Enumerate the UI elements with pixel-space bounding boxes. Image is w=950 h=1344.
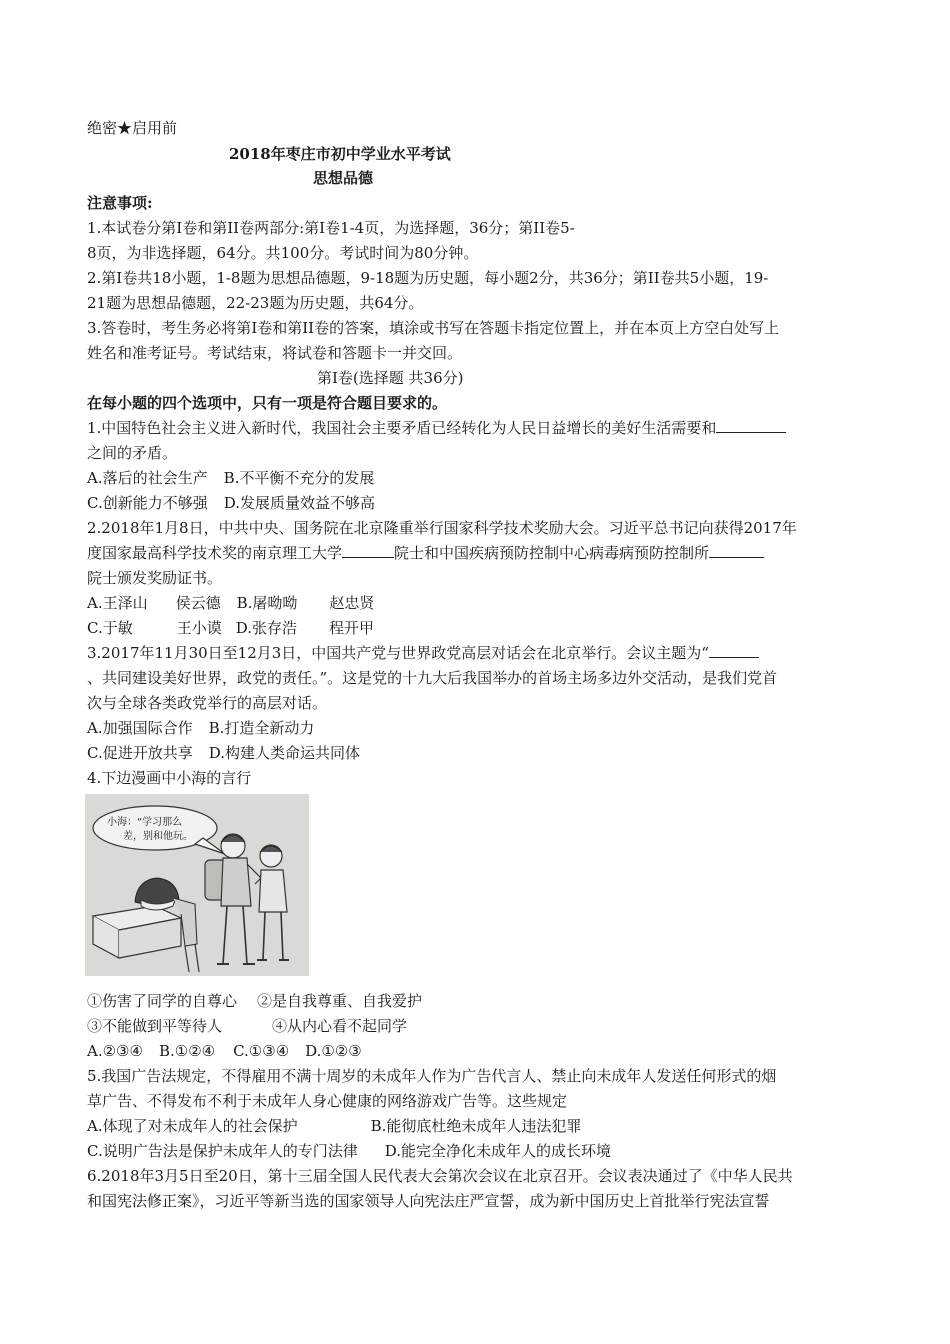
q4-items-row1 bbox=[87, 991, 422, 1011]
answer-blank bbox=[709, 643, 759, 658]
q4-option-d: D.①②③ bbox=[305, 1042, 362, 1060]
q2-option-d-second: 程开甲 bbox=[329, 619, 375, 637]
notes-line: 21题为思想品德题，22-23题为历史题，共64分。 bbox=[87, 294, 424, 312]
comic-illustration bbox=[85, 794, 309, 976]
q1-option-d: D.发展质量效益不够高 bbox=[223, 494, 375, 512]
q4-items-row2 bbox=[87, 1016, 407, 1036]
notes-line: 1.本试卷分第I卷和第II卷两部分:第I卷1-4页，为选择题，36分；第II卷5- bbox=[87, 219, 575, 237]
q1-options-row1 bbox=[87, 468, 374, 488]
q3-options-row2 bbox=[87, 743, 360, 763]
q5-option-c: C.说明广告法是保护未成年人的专门法律 bbox=[87, 1142, 358, 1160]
answer-blank bbox=[709, 543, 764, 558]
q2-option-d: D.张存浩 bbox=[235, 619, 297, 637]
q5-options-row1 bbox=[87, 1116, 581, 1136]
notes-heading: 注意事项: bbox=[87, 194, 153, 212]
q4-option-a: A.②③④ bbox=[87, 1042, 143, 1060]
answer-blank bbox=[342, 543, 394, 558]
q4-item-1: ①伤害了同学的自尊心 bbox=[87, 992, 238, 1010]
speech-line-1: 小海：“学习那么 bbox=[107, 817, 183, 828]
answer-blank bbox=[716, 418, 786, 433]
subject-title: 思想品德 bbox=[313, 169, 374, 187]
notes-line: 2.第I卷共18小题，1-8题为思想品德题，9-18题为历史题，每小题2分，共36分；第II卷共5小题，19- bbox=[87, 269, 769, 287]
q1-stem-text: 1.中国特色社会主义进入新时代，我国社会主要矛盾已经转化为人民日益增长的美好生活需要和 bbox=[87, 419, 717, 437]
q6-stem-continued: 和国宪法修正案》，习近平等新当选的国家领导人向宪法庄严宣誓，成为新中国历史上首批举行宪法宣誓 bbox=[87, 1192, 770, 1210]
q4-item-3: ③不能做到平等待人 bbox=[87, 1017, 223, 1035]
q3-stem bbox=[87, 643, 759, 663]
q1-option-b: B.不平衡不充分的发展 bbox=[223, 469, 375, 487]
q2-option-b: B.屠呦呦 bbox=[236, 594, 298, 612]
q5-option-d: D.能完全净化未成年人的成长环境 bbox=[384, 1142, 611, 1160]
q2-option-c-second: 王小谟 bbox=[176, 619, 222, 637]
q2-stem-end: 院士颁发奖励证书。 bbox=[87, 569, 223, 587]
q2-option-a-second: 侯云德 bbox=[175, 594, 221, 612]
q1-options-row2 bbox=[87, 493, 375, 513]
q1-stem-continued: 之间的矛盾。 bbox=[87, 444, 178, 462]
q2-stem-continued bbox=[87, 543, 764, 563]
q3-stem-end: 次与全球各类政党举行的高层对话。 bbox=[87, 694, 328, 712]
q3-option-c: C.促进开放共享 bbox=[87, 744, 193, 762]
q6-stem: 6.2018年3月5日至20日，第十三届全国人民代表大会第次会议在北京召开。会议表决通过了《中华人民共 bbox=[87, 1167, 793, 1185]
q4-stem: 4.下边漫画中小海的言行 bbox=[87, 769, 252, 787]
q2-option-a: A.王泽山 bbox=[87, 594, 148, 612]
section-title: 第I卷(选择题 共36分) bbox=[317, 369, 464, 387]
q3-options-row1 bbox=[87, 718, 314, 738]
q4-item-2: ②是自我尊重、自我爱护 bbox=[257, 992, 423, 1010]
q5-option-b: B.能彻底杜绝未成年人违法犯罪 bbox=[370, 1117, 582, 1135]
q5-stem-continued: 草广告、不得发布不利于未成年人身心健康的网络游戏广告等。这些规定 bbox=[87, 1092, 568, 1110]
section-instruction: 在每小题的四个选项中，只有一项是符合题目要求的。 bbox=[87, 394, 448, 412]
q1-option-c: C.创新能力不够强 bbox=[87, 494, 208, 512]
q2-option-b-second: 赵忠贤 bbox=[329, 594, 375, 612]
q5-option-a: A.体现了对未成年人的社会保护 bbox=[87, 1117, 298, 1135]
q4-option-c: C.①③④ bbox=[233, 1042, 290, 1060]
speech-line-2: 差，别和他玩。 bbox=[123, 831, 193, 842]
secret-label: 绝密★启用前 bbox=[87, 119, 178, 137]
q3-option-a: A.加强国际合作 bbox=[87, 719, 193, 737]
q2-stem-part-b: 院士和中国疾病预防控制中心病毒病预防控制所 bbox=[394, 544, 710, 562]
q1-stem bbox=[87, 418, 786, 438]
q5-stem: 5.我国广告法规定，不得雇用不满十周岁的未成年人作为广告代言人、禁止向未成年人发送任何形式的烟 bbox=[87, 1067, 777, 1085]
q2-stem-part-a: 度国家最高科学技术奖的南京理工大学 bbox=[87, 544, 343, 562]
q3-option-d: D.构建人类命运共同体 bbox=[208, 744, 360, 762]
q4-item-4: ④从内心看不起同学 bbox=[272, 1017, 408, 1035]
notes-line: 3.答卷时，考生务必将第I卷和第II卷的答案，填涂或书写在答题卡指定位置上，并在本页上方空白处写上 bbox=[87, 319, 780, 337]
q2-options-row1 bbox=[87, 593, 374, 613]
q2-options-row2 bbox=[87, 618, 374, 638]
q2-option-c: C.于敏 bbox=[87, 619, 133, 637]
notes-line: 8页，为非选择题，64分。共100分。考试时间为80分钟。 bbox=[87, 244, 479, 262]
q4-option-b: B.①②④ bbox=[158, 1042, 216, 1060]
q1-option-a: A.落后的社会生产 bbox=[87, 469, 208, 487]
notes-line: 姓名和准考证号。考试结束，将试卷和答题卡一并交回。 bbox=[87, 344, 463, 362]
q5-options-row2 bbox=[87, 1141, 611, 1161]
q4-options bbox=[87, 1041, 362, 1061]
q3-stem-text: 3.2017年11月30日至12月3日，中国共产党与世界政党高层对话会在北京举行。会议主题为“ bbox=[87, 644, 709, 662]
q2-stem: 2.2018年1月8日，中共中央、国务院在北京隆重举行国家科学技术奖励大会。习近平总书记向获得2017年 bbox=[87, 519, 797, 537]
exam-title: 2018年枣庄市初中学业水平考试 bbox=[229, 145, 451, 163]
q3-stem-continued: 、共同建设美好世界，政党的责任。”。这是党的十九大后我国举办的首场主场多边外交活动，是我们党首 bbox=[87, 669, 778, 687]
q3-option-b: B.打造全新动力 bbox=[208, 719, 315, 737]
